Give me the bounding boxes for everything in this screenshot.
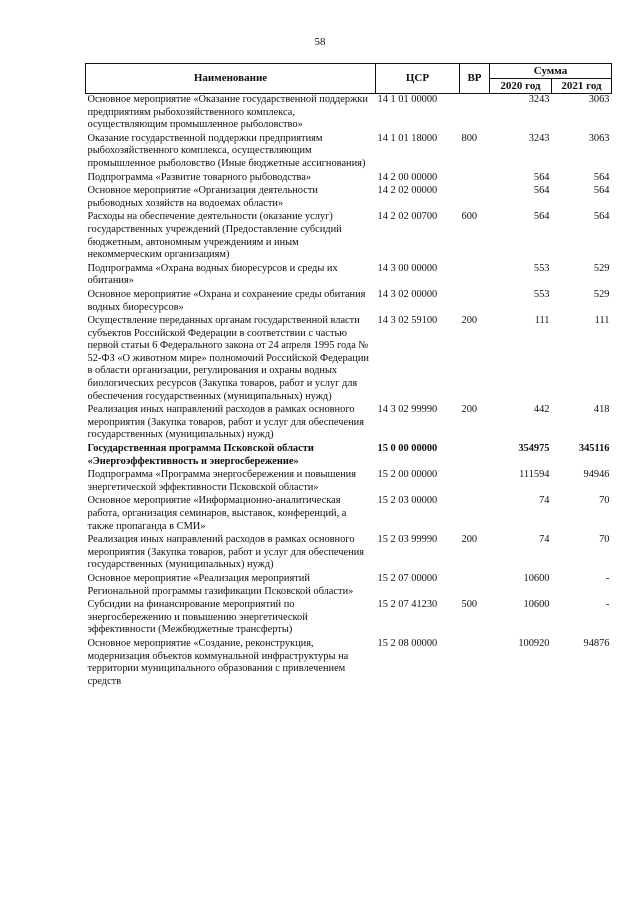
row-amount-2021: 70 (599, 495, 610, 507)
table-row (86, 133, 612, 172)
budget-table (85, 63, 612, 689)
row-name: Основное мероприятие «Организация деятельности рыбоводных хозяйств на водоемах области» (87, 185, 318, 209)
row-name: Расходы на обеспечение деятельности (оказание услуг) государственных учреждений (Предоставление субсидий бюджетным, автономным учреждениям и иным некоммерческим организациям) (87, 211, 342, 261)
row-amount-2021: 3063 (588, 132, 610, 144)
row-name: Государственная программа Псковской области «Энергоэффективность и энергосбережение» (87, 443, 314, 467)
row-vr (460, 638, 490, 689)
table-row (86, 573, 612, 599)
table-body (86, 94, 612, 690)
table-row (86, 172, 612, 186)
header-csr: ЦСР (376, 64, 460, 94)
row-csr: 14 3 02 59100 (377, 315, 438, 327)
row-vr (460, 495, 490, 534)
row-csr: 14 1 01 18000 (377, 132, 438, 144)
row-vr: 500 (461, 599, 478, 611)
row-amount-2020: 100920 (518, 637, 550, 649)
table-row (86, 495, 612, 534)
row-amount-2021: 564 (593, 185, 610, 197)
row-name: Основное мероприятие «Реализация мероприятий Региональной программы газификации Псковской области» (87, 572, 354, 597)
row-vr: 200 (461, 534, 478, 546)
row-amount-2021: 529 (593, 288, 610, 300)
row-amount-2020: 564 (533, 185, 550, 197)
row-csr: 15 2 08 00000 (377, 637, 438, 649)
row-vr: 800 (461, 132, 478, 144)
row-amount-2021: 418 (593, 404, 610, 416)
row-amount-2020: 354975 (518, 443, 550, 455)
row-vr: 600 (461, 211, 478, 223)
row-csr: 14 3 02 00000 (377, 288, 438, 300)
row-csr: 14 2 02 00700 (377, 211, 438, 223)
row-amount-2021: 564 (593, 171, 610, 183)
row-vr: 200 (461, 315, 478, 327)
row-amount-2021: 3063 (588, 94, 610, 105)
row-amount-2021: 345116 (578, 443, 610, 455)
row-amount-2020: 564 (533, 171, 550, 183)
row-amount-2020: 74 (539, 495, 550, 507)
page-number: 58 (314, 36, 326, 48)
row-csr: 15 2 03 00000 (377, 495, 438, 507)
row-name: Подпрограмма «Охрана водных биоресурсов и среды их обитания» (87, 262, 338, 287)
table-row (86, 469, 612, 495)
row-amount-2020: 3243 (528, 94, 550, 105)
row-amount-2020: 553 (533, 262, 550, 274)
row-name: Основное мероприятие «Создание, реконструкция, модернизация объектов коммунальной инфраструктуры на территории муниципального образования с привлечением средств (87, 637, 349, 687)
row-amount-2021: 529 (593, 262, 610, 274)
header-sum: Сумма (490, 64, 612, 79)
table-row (86, 185, 612, 211)
table-row (86, 315, 612, 404)
row-name: Реализация иных направлений расходов в рамках основного мероприятия (Закупка товаров, работ и услуг для обеспечения государственных (муниципальных) нужд) (87, 404, 364, 441)
row-csr: 14 2 00 00000 (377, 171, 438, 183)
table-row (86, 599, 612, 638)
row-vr (460, 573, 490, 599)
table-row (86, 404, 612, 443)
row-vr (460, 263, 490, 289)
row-name: Подпрограмма «Программа энергосбережения и повышения энергетической эффективности Псковской области» (87, 469, 357, 493)
row-name: Подпрограмма «Развитие товарного рыбоводства» (87, 171, 312, 183)
row-name: Осуществление переданных органам государственной власти субъектов Российской Федерации в соответствии с частью первой статьи 6 Федерального закона от 24 апреля 1995 года № 52-ФЗ «О животном мире» полномочий Российской Федерации в области организации, регулирования и охраны водных биологических ресурсов (Закупка товаров, работ и услуг для обеспечения государственных (муниципальных) нужд) (87, 315, 369, 402)
row-csr: 14 3 02 99990 (377, 404, 438, 416)
row-name: Основное мероприятие «Оказание государственной поддержки предприятиям рыбохозяйственного комплекса, осуществляющим промышленное рыболовство» (87, 94, 368, 131)
table-row (86, 534, 612, 573)
table-row (86, 211, 612, 262)
header-year-2020: 2020 год (490, 79, 552, 94)
row-name: Субсидии на финансирование мероприятий по энергосбережению и повышению энергетической эффективности (Межбюджетные трансферты) (87, 599, 308, 636)
row-amount-2020: 10600 (523, 572, 550, 584)
row-csr: 15 2 07 00000 (377, 572, 438, 584)
row-amount-2021: 70 (599, 534, 610, 546)
row-csr: 14 3 00 00000 (377, 262, 438, 274)
row-amount-2020: 111 (534, 315, 550, 327)
row-name: Основное мероприятие «Охрана и сохранение среды обитания водных биоресурсов» (87, 288, 366, 313)
row-csr: 15 0 00 00000 (377, 443, 438, 455)
row-amount-2021: 94946 (583, 469, 610, 481)
row-vr (460, 289, 490, 315)
table-row (86, 638, 612, 689)
table-row (86, 263, 612, 289)
row-amount-2021: 94876 (583, 637, 610, 649)
row-amount-2020: 74 (539, 534, 550, 546)
table-row (86, 94, 612, 133)
row-csr: 14 2 02 00000 (377, 185, 438, 197)
row-amount-2021: - (606, 599, 610, 611)
row-amount-2020: 564 (533, 211, 550, 223)
row-name: Реализация иных направлений расходов в рамках основного мероприятия (Закупка товаров, работ и услуг для обеспечения государственных (муниципальных) нужд) (87, 534, 364, 571)
table-row (86, 289, 612, 315)
table-row (86, 443, 612, 469)
row-vr (460, 469, 490, 495)
row-vr (460, 94, 490, 133)
row-vr (460, 185, 490, 211)
row-amount-2021: - (606, 572, 610, 584)
header-vr: ВР (460, 64, 490, 94)
row-csr: 14 1 01 00000 (377, 94, 438, 105)
header-name: Наименование (86, 64, 376, 94)
row-vr: 200 (461, 404, 478, 416)
row-csr: 15 2 00 00000 (377, 469, 438, 481)
row-vr (460, 172, 490, 186)
row-amount-2021: 111 (594, 315, 610, 327)
row-csr: 15 2 07 41230 (377, 599, 438, 611)
header-year-2021: 2021 год (552, 79, 612, 94)
row-amount-2020: 3243 (528, 132, 550, 144)
table-header (86, 64, 612, 94)
row-amount-2020: 553 (533, 288, 550, 300)
row-amount-2020: 10600 (523, 599, 550, 611)
row-vr (460, 443, 490, 469)
row-amount-2021: 564 (593, 211, 610, 223)
row-csr: 15 2 03 99990 (377, 534, 438, 546)
row-amount-2020: 442 (533, 404, 550, 416)
row-name: Оказание государственной поддержки предприятиям рыбохозяйственного комплекса, осуществляющим промышленное рыболовство (Иные бюджетные ассигнования) (87, 132, 366, 169)
row-amount-2020: 111594 (519, 469, 550, 481)
row-name: Основное мероприятие «Информационно-аналитическая работа, организация семинаров, выставок, конференций, а также пропаганда в СМИ» (87, 495, 347, 532)
